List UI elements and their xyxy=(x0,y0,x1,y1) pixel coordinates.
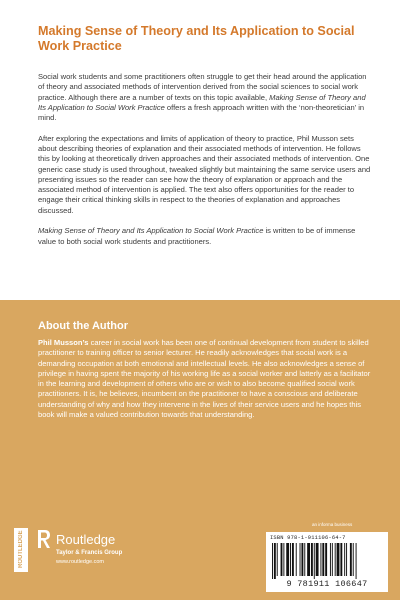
barcode-bar xyxy=(320,543,321,576)
publisher-name: Routledge xyxy=(56,532,116,547)
barcode-bar xyxy=(272,543,273,579)
description-paragraph-1 xyxy=(38,72,374,123)
about-author-section xyxy=(0,300,400,600)
barcode-bar xyxy=(337,543,340,576)
barcode-bar xyxy=(325,543,327,576)
barcode-bar xyxy=(274,543,276,579)
description-paragraph-3 xyxy=(38,226,374,247)
publisher-url: www.routledge.com xyxy=(56,559,104,565)
barcode-bar xyxy=(314,543,315,579)
routledge-spine-logo xyxy=(14,528,28,572)
barcode-bar xyxy=(332,543,333,576)
barcode-bar xyxy=(307,543,310,576)
book-title: Making Sense of Theory and Its Application to Social Work Practice xyxy=(38,24,355,53)
barcode-bar xyxy=(350,543,352,576)
para3-italic-title: Making Sense of Theory and Its Application to Social Work Practice xyxy=(38,226,264,236)
informa-tagline: an informa business xyxy=(312,522,353,527)
barcode-bar xyxy=(300,543,301,576)
barcode-bar xyxy=(286,543,289,576)
barcode-bar xyxy=(316,543,319,576)
about-author-heading: About the Author xyxy=(38,320,129,332)
barcode-bar xyxy=(296,543,297,576)
barcode-bar xyxy=(346,543,347,576)
barcode-bar xyxy=(322,543,324,576)
publisher-group: Taylor & Francis Group xyxy=(56,550,123,556)
barcode-bar xyxy=(340,543,342,576)
author-name: Phil Musson’s xyxy=(38,338,89,347)
para1-text-b: offers a fresh approach written with the ‘non-theoretician’ in mind. xyxy=(38,102,365,123)
barcode-digits: 9 781911 106647 xyxy=(286,579,368,589)
description-paragraph-2: After exploring the expectations and limits of application of theory to practice, Phil Musson sets about describing theories of explanation and their associated methods of intervention. He follows this by looking at theoretically driven approaches and their associated methods of intervention. One generic case study is used throughout, tweaked slightly but maintaining the same service users and presenting issues so the reader can see how the theory of explanation or approach and the associated method of intervention is applied. The text also offers opportunities for the reader to engage their critical thinking skills in respect to the theories of explanation and approaches discussed. xyxy=(38,133,371,215)
barcode-bar xyxy=(335,543,336,576)
barcode-bar xyxy=(292,543,294,576)
barcode-bar xyxy=(301,543,303,576)
barcode-bar xyxy=(290,543,291,576)
para3-text-b: is written to be of immense value to both social work students and practitioners. xyxy=(38,226,356,246)
barcode-bar xyxy=(344,543,345,576)
description-body xyxy=(38,72,374,257)
author-bio-text: career in social work has been one of continual development from student to skilled practitioner to training officer to senior lecturer. He readily acknowledges that social work is a demanding occupation at both emotional and intellectual levels. He also acknowledges a sense of privilege in having spent the majority of his working life as a social worker and latterly as a facilitator in the learning and development of others who are or wish to also become qualified social work practitioners. It is, he believes, incumbent on the practitioner to have a conscious and deliberate understanding of why and how they intervene in the lives of their service users and he hopes this book will make a valued contribution towards that understanding. xyxy=(38,338,371,420)
spine-logo-text: ROUTLEDGE xyxy=(18,530,24,568)
barcode-bar xyxy=(356,543,357,579)
author-bio xyxy=(38,338,374,420)
isbn-label: ISBN 978-1-911106-64-7 xyxy=(270,535,346,541)
barcode-bar xyxy=(281,543,283,576)
routledge-r-icon xyxy=(36,528,52,550)
para1-italic-title: Making Sense of Theory and Its Application to Social Work Practice xyxy=(38,92,366,112)
barcode-bar xyxy=(311,543,313,576)
para1-text-a: Social work students and some practitioners often struggle to get their head around the application of theory and associated methods of intervention derived from the social sciences to social work practice. Although there are a number of texts on this topic available, xyxy=(38,72,367,102)
barcode-bar xyxy=(330,543,331,576)
barcode-bar xyxy=(283,543,284,576)
barcode-bar xyxy=(277,543,278,576)
barcode-bars xyxy=(270,543,384,579)
barcode-bar xyxy=(304,543,305,576)
isbn-barcode xyxy=(266,532,388,592)
barcode-bar xyxy=(353,543,354,576)
